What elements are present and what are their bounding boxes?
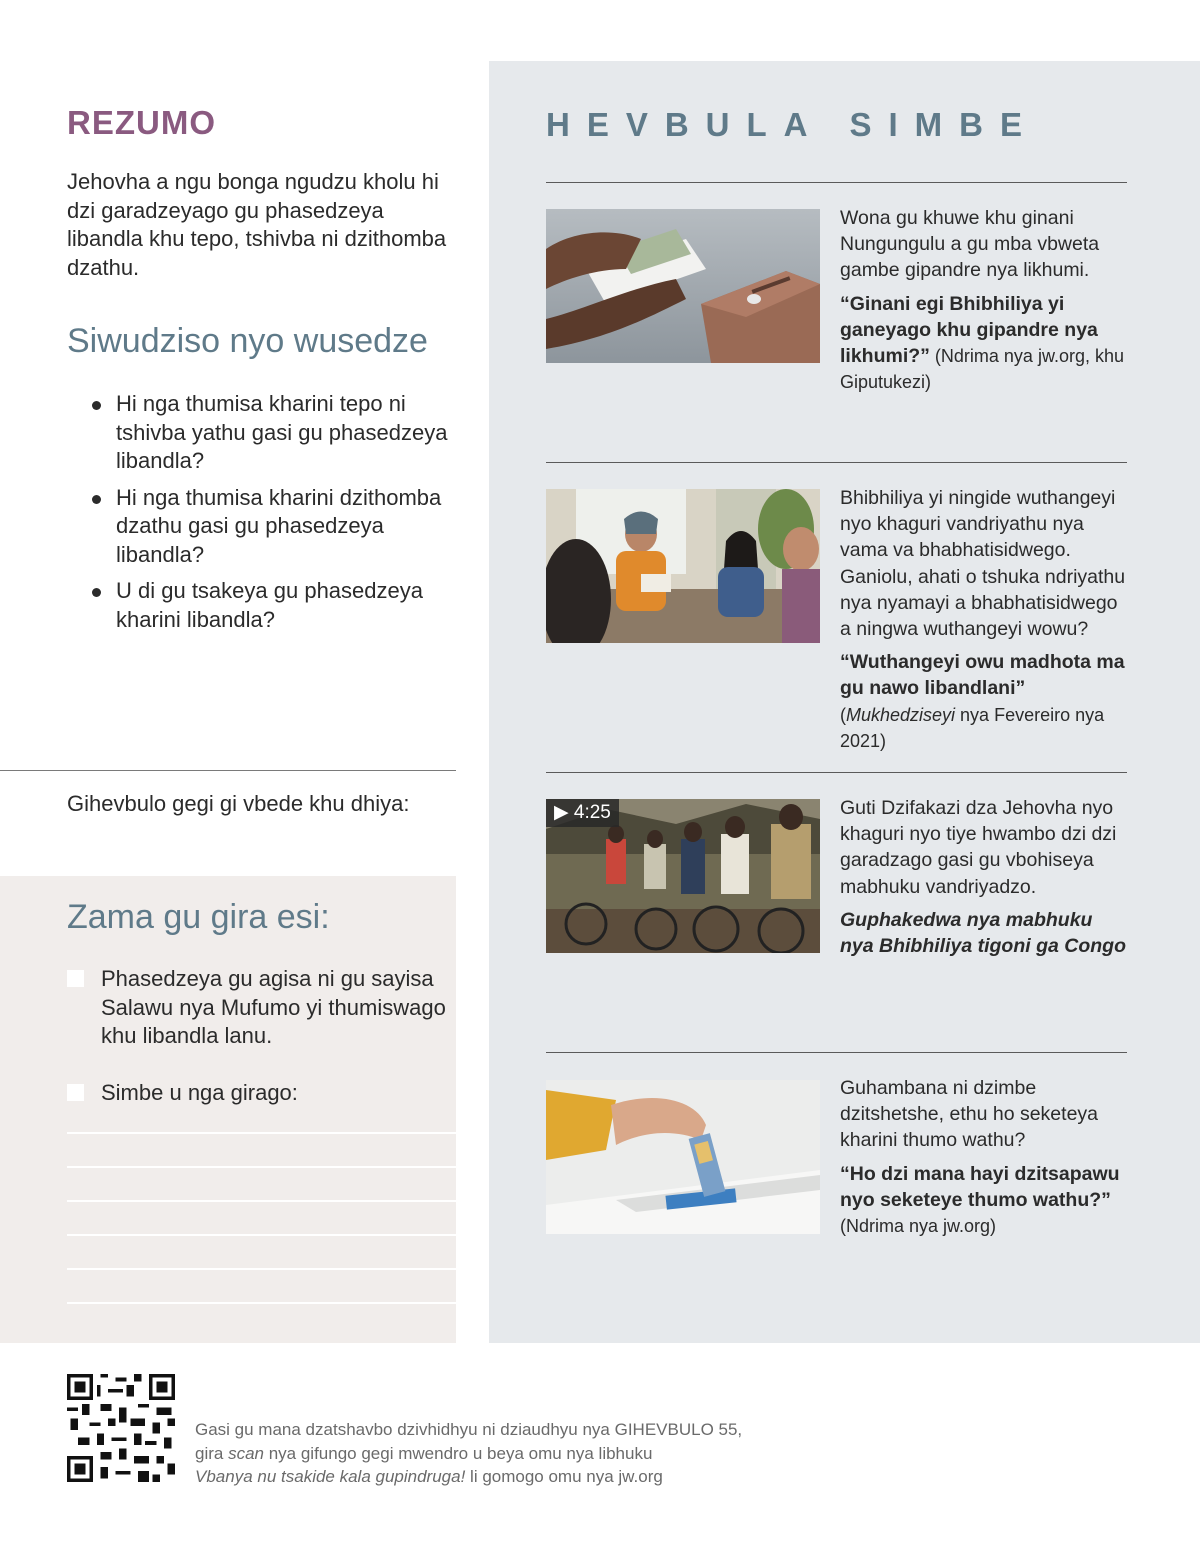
resource-title[interactable]: Guphakedwa nya mabhuku nya Bhibhiliya tigoni ga Congo	[840, 908, 1126, 958]
goal-item: Phasedzeya gu agisa ni gu sayisa Salawu nya Mufumo yi thumiswago khu libandla lanu.	[67, 965, 447, 1051]
review-title: Siwudziso nyo wusedze	[67, 322, 428, 360]
divider	[546, 1052, 1127, 1053]
divider	[546, 462, 1127, 463]
writing-line[interactable]	[67, 1166, 456, 1168]
resource-title[interactable]: “Ginani egi Bhibhiliya yi ganeyago khu gipandre nya likhumi?”	[840, 292, 1098, 368]
hands-donation-box-image[interactable]	[546, 209, 820, 363]
learn-more-item: Bhibhiliya yi ningide wuthangeyi nyo khaguri vandriyathu nya vama va bhabhatisidwego. Ganiolu, ahati o tshuka ndriyathu nya nyamayi a bhabhatisidwego a ningwa wuthangeyi wowu? “Wuthangeyi owu madhota ma gu nawo libandlani” (Mukhedziseyi nya Fevereiro nya 2021)	[840, 487, 1126, 751]
review-question: Hi nga thumisa kharini dzithomba dzathu gasi gu phasedzeya libandla?	[92, 484, 452, 570]
song-note: Gihevbulo gegi gi vbede khu dhiya:	[67, 791, 410, 816]
donation-slot-image[interactable]	[546, 1080, 820, 1234]
bicycles-video-image[interactable]	[546, 799, 820, 953]
learn-more-title: HEVBULA SIMBE	[546, 106, 1039, 143]
group-bible-study-image[interactable]	[546, 489, 820, 643]
resource-title[interactable]: “Wuthangeyi owu madhota ma gu nawo libandlani”	[840, 651, 1125, 700]
bullet-icon	[92, 401, 101, 410]
goal-title: Zama gu gira esi:	[67, 898, 330, 936]
checkbox-icon[interactable]	[67, 970, 84, 987]
checkbox-icon[interactable]	[67, 1084, 84, 1101]
writing-line[interactable]	[67, 1200, 456, 1202]
learn-more-item: Guti Dzifakazi dza Jehovha nyo khaguri nyo tiye hwambo dzi dzi garadzago gasi gu vbohiseya mabhuku vandriyadzo. Guphakedwa nya mabhuku nya Bhibhiliya tigoni ga Congo	[840, 797, 1126, 958]
resource-title[interactable]: “Ho dzi mana hayi dzitsapawu nyo seketeye thumo wathu?”	[840, 1162, 1120, 1211]
learn-more-item: Guhambana ni dzimbe dzitshetshe, ethu ho seketeya kharini thumo wathu? “Ho dzi mana hayi dzitsapawu nyo seketeye thumo wathu?” (Ndrima nya jw.org)	[840, 1077, 1120, 1237]
summary-title: REZUMO	[67, 104, 216, 141]
review-question: U di gu tsakeya gu phasedzeya kharini libandla?	[92, 577, 452, 634]
bullet-icon	[92, 495, 101, 504]
review-question: Hi nga thumisa kharini tepo ni tshivba yathu gasi gu phasedzeya libandla?	[92, 390, 452, 476]
divider	[546, 772, 1127, 773]
writing-line[interactable]	[67, 1302, 456, 1304]
divider	[546, 182, 1127, 183]
qr-code-icon[interactable]	[67, 1374, 175, 1482]
writing-line[interactable]	[67, 1268, 456, 1270]
summary-body: Jehovha a ngu bonga ngudzu kholu hi dzi garadzeyago gu phasedzeya libandla khu tepo, tshivba ni dzithomba dzathu.	[67, 169, 447, 280]
writing-line[interactable]	[67, 1132, 456, 1134]
learn-more-item: Wona gu khuwe khu ginani Nungungulu a gu mba vbweta gambe gipandre nya likhumi. “Ginani egi Bhibhiliya yi ganeyago khu gipandre nya likhumi?” (Ndrima nya jw.org, khu Giputukezi)	[840, 207, 1124, 393]
divider	[0, 770, 456, 771]
bullet-icon	[92, 588, 101, 597]
review-questions	[92, 390, 452, 642]
goal-box	[0, 876, 456, 1343]
video-duration-badge[interactable]: ▶ 4:25	[546, 799, 619, 827]
goal-item: Simbe u nga girago:	[67, 1079, 447, 1108]
writing-line[interactable]	[67, 1234, 456, 1236]
footer-note: Gasi gu mana dzatshavbo dzivhidhyu ni dziaudhyu nya GIHEVBULO 55, gira scan nya gifungo gegi mwendro u beya omu nya libhuku Vbanya nu tsakide kala gupindruga! li gomogo omu nya jw.org	[195, 1420, 743, 1486]
